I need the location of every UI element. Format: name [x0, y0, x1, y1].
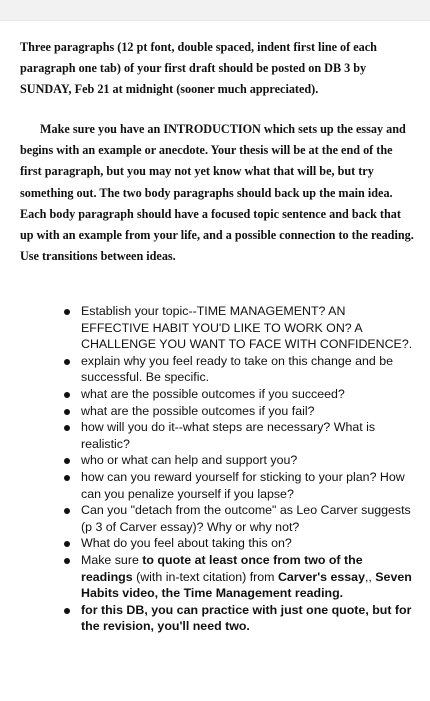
db-quote-note-item	[64, 602, 416, 635]
bullet-icon	[64, 541, 70, 547]
bullet-icon	[64, 475, 70, 481]
list-item	[64, 452, 416, 469]
bullet-icon	[64, 458, 70, 464]
reading-seven-habits-time-management: Seven Habits video, the Time Management reading.	[81, 569, 412, 601]
list-item	[64, 403, 416, 420]
list-item-text: who or what can help and support you?	[81, 453, 298, 468]
separator-text: ,,	[364, 569, 376, 584]
list-item-text: What do you feel about taking this on?	[81, 536, 292, 551]
essay-guidelines-paragraph: Make sure you have an INTRODUCTION which sets up the essay and begins with an example or anecdote. Your thesis will be at the end of the first paragraph, but you may not yet know what that will be, but try something out. The two body paragraphs should back up the main idea. Each body paragraph should have a focused topic sentence and back that up with an example from your life, and a possible connection to the reading. Use transitions between ideas.	[20, 122, 414, 264]
quote-lead-text: Make sure	[81, 552, 143, 567]
bullet-icon	[64, 608, 70, 614]
bullet-icon	[64, 425, 70, 431]
db-quote-note-text: for this DB, you can practice with just one quote, but for the revision, you'll need two.	[81, 602, 412, 634]
list-item-text: Establish your topic--TIME MANAGEMENT? AN EFFECTIVE HABIT YOU'D LIKE TO WORK ON? A CHALLENGE YOU WANT TO FACE WITH CONFIDENCE?.	[81, 304, 413, 352]
reading-carver-essay: Carver's essay	[277, 569, 365, 584]
bullet-icon	[64, 508, 70, 514]
list-item	[64, 353, 416, 386]
bullet-icon	[64, 409, 70, 415]
bullet-icon	[64, 392, 70, 398]
list-item	[64, 469, 416, 502]
list-item	[64, 419, 416, 452]
prompt-bullet-list	[64, 303, 416, 635]
list-item-text: how will you do it--what steps are necessary? What is realistic?	[81, 420, 376, 451]
list-item-text: what are the possible outcomes if you succeed?	[81, 386, 345, 401]
list-item-text: how can you reward yourself for sticking to your plan? How can you penalize yourself if you lapse?	[81, 469, 405, 501]
list-item-text: explain why you feel ready to take on this change and be successful. Be specific.	[81, 353, 394, 385]
quote-requirement-item	[64, 552, 416, 602]
list-item	[64, 535, 416, 552]
list-item-text: what are the possible outcomes if you fail?	[81, 403, 315, 418]
bullet-icon	[64, 558, 70, 564]
document-page	[0, 20, 430, 701]
list-item	[64, 386, 416, 403]
bullet-icon	[64, 309, 70, 315]
citation-note-text: (with in-text citation) from	[132, 569, 278, 584]
list-item-text: Can you "detach from the outcome" as Leo Carver suggests (p 3 of Carver essay)? Why or why not?	[81, 503, 411, 534]
quote-requirement-bold: to quote at least once from two of the readings	[81, 552, 363, 584]
bullet-icon	[64, 359, 70, 365]
instructions-paragraph: Three paragraphs (12 pt font, double spaced, indent first line of each paragraph one tab) of your first draft should be posted on DB 3 by SUNDAY, Feb 21 at midnight (sooner much appreciated).	[20, 40, 377, 97]
list-item	[64, 502, 416, 535]
list-item	[64, 303, 416, 353]
